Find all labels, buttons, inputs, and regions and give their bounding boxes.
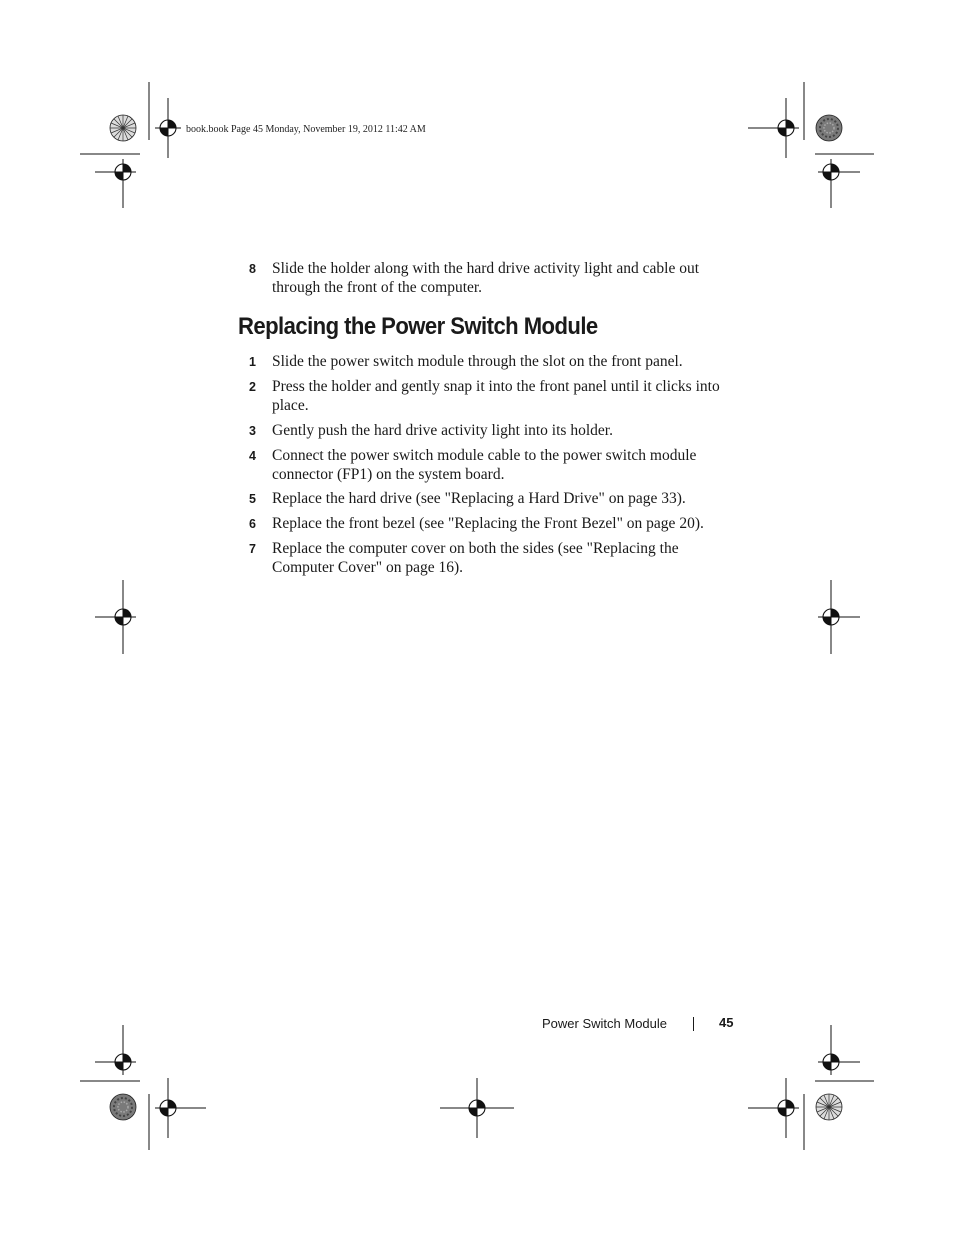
step-number: 8 <box>249 262 256 276</box>
step-text: Slide the power switch module through the slot on the front panel. <box>272 353 683 370</box>
step-text: Replace the front bezel (see "Replacing the Front Bezel" on page 20). <box>272 515 704 532</box>
step-number: 7 <box>249 542 256 556</box>
step-text: Replace the computer cover on both the sides (see "Replacing the Computer Cover" on page 16). <box>272 540 679 576</box>
step-text: Replace the hard drive (see "Replacing a Hard Drive" on page 33). <box>272 490 686 507</box>
step-text: Slide the holder along with the hard drive activity light and cable out through the front of the computer. <box>272 260 699 296</box>
step-text: Gently push the hard drive activity light into its holder. <box>272 422 613 439</box>
step-number: 4 <box>249 449 256 463</box>
step-text: Connect the power switch module cable to the power switch module connector (FP1) on the system board. <box>272 447 697 483</box>
step-number: 1 <box>249 355 256 369</box>
step-number: 5 <box>249 492 256 506</box>
step-number: 6 <box>249 517 256 531</box>
page-number: 45 <box>719 1015 734 1030</box>
step-number: 3 <box>249 424 256 438</box>
step-text: Press the holder and gently snap it into the front panel until it clicks into place. <box>272 378 720 414</box>
section-heading: Replacing the Power Switch Module <box>238 313 598 340</box>
print-slug: book.book Page 45 Monday, November 19, 2012 11:42 AM <box>186 124 426 135</box>
footer-section-label: Power Switch Module <box>542 1016 667 1031</box>
step-number: 2 <box>249 380 256 394</box>
footer-divider <box>693 1017 694 1031</box>
